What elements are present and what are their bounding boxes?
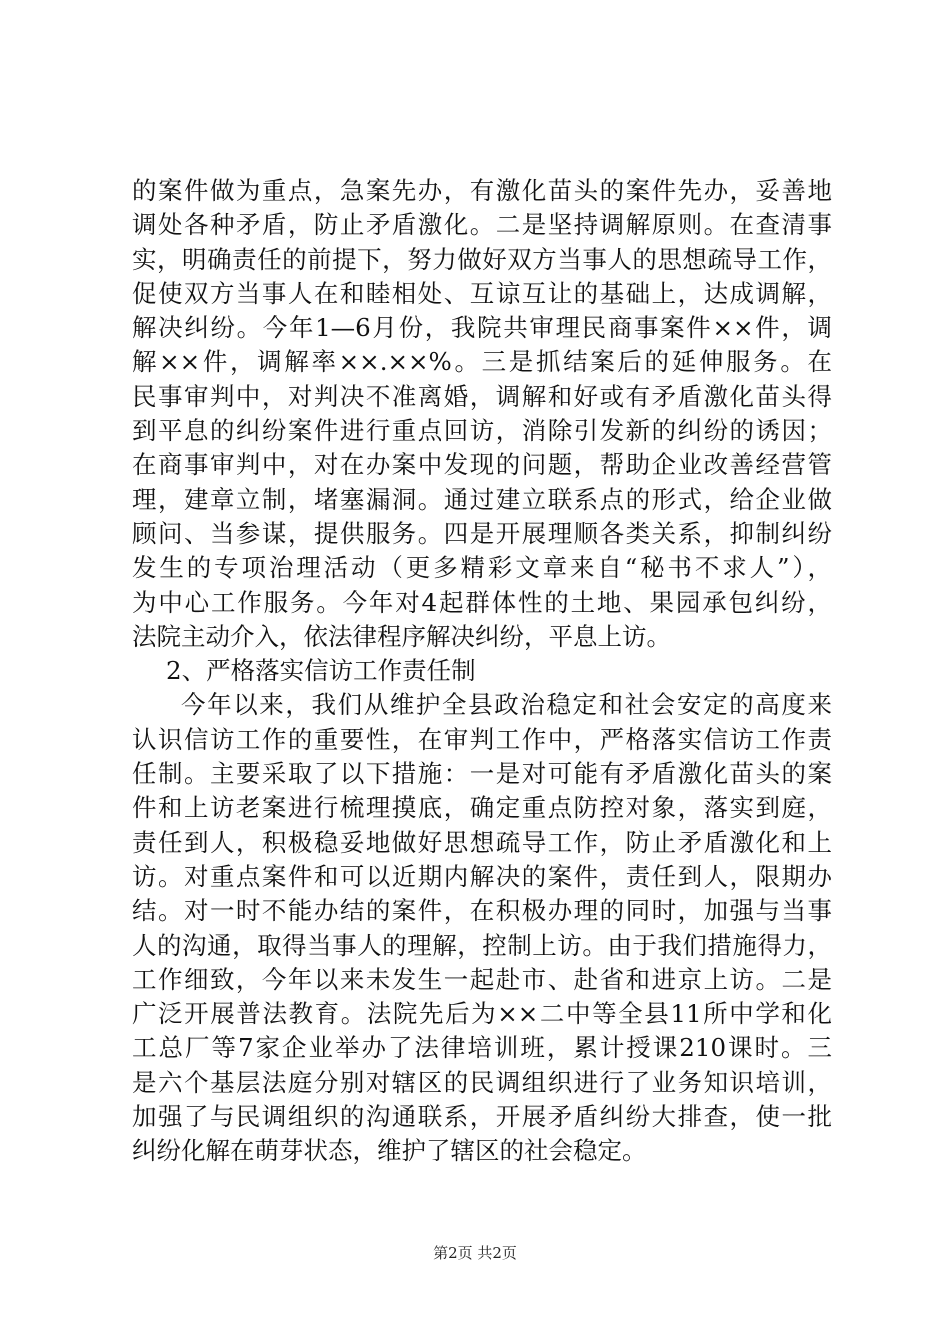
document-body (132, 174, 832, 1169)
text-line: 解决纠纷。今年1—6月份，我院共审理民商事案件××件，调 (132, 313, 832, 343)
text-line: 的案件做为重点，急案先办，有激化苗头的案件先办，妥善地 (132, 176, 832, 205)
text-line: 民事审判中，对判决不准离婚，调解和好或有矛盾激化苗头得 (132, 381, 832, 411)
text-line: 访。对重点案件和可以近期内解决的案件，责任到人，限期办 (132, 861, 832, 891)
text-line: 促使双方当事人在和睦相处、互谅互让的基础上，达成调解， (132, 278, 832, 308)
text-line: 结。对一时不能办结的案件，在积极办理的同时，加强与当事 (132, 896, 832, 926)
text-line: 调处各种矛盾，防止矛盾激化。二是坚持调解原则。在查清事 (132, 210, 832, 240)
text-line: 到平息的纠纷案件进行重点回访，消除引发新的纠纷的诱因； (132, 416, 832, 446)
text-line: 工作细致，今年以来未发生一起赴市、赴省和进京上访。二是 (132, 964, 832, 994)
text-line: 广泛开展普法教育。法院先后为××二中等全县11所中学和化 (132, 999, 832, 1029)
text-line: 认识信访工作的重要性，在审判工作中，严格落实信访工作责 (132, 724, 832, 754)
text-line: 工总厂等7家企业举办了法律培训班，累计授课210课时。三 (132, 1033, 832, 1063)
text-line: 为中心工作服务。今年对4起群体性的土地、果园承包纠纷， (132, 587, 832, 617)
text-line: 顾问、当参谋，提供服务。四是开展理顺各类关系，抑制纠纷 (132, 518, 832, 548)
text-line: 任制。主要采取了以下措施：一是对可能有矛盾激化苗头的案 (132, 759, 832, 789)
text-line: 法院主动介入，依法律程序解决纠纷，平息上访。 (132, 621, 671, 651)
text-line: 发生的专项治理活动（更多精彩文章来自“秘书不求人”）， (132, 553, 832, 583)
text-line: 加强了与民调组织的沟通联系，开展矛盾纠纷大排查，使一批 (132, 1102, 832, 1132)
text-line: 今年以来，我们从维护全县政治稳定和社会安定的高度来 (181, 690, 832, 720)
text-line: 责任到人，积极稳妥地做好思想疏导工作，防止矛盾激化和上 (132, 827, 832, 857)
text-line: 实，明确责任的前提下，努力做好双方当事人的思想疏导工作， (132, 244, 832, 274)
section-heading: 2、严格落实信访工作责任制 (166, 656, 476, 686)
page-number-footer: 第2页 共2页 (433, 1244, 517, 1262)
text-line: 人的沟通，取得当事人的理解，控制上访。由于我们措施得力， (132, 930, 832, 960)
text-line: 件和上访老案进行梳理摸底，确定重点防控对象，落实到庭， (132, 793, 832, 823)
text-line: 是六个基层法庭分别对辖区的民调组织进行了业务知识培训， (132, 1067, 832, 1097)
text-line: 理，建章立制，堵塞漏洞。通过建立联系点的形式，给企业做 (132, 484, 832, 514)
text-line: 在商事审判中，对在办案中发现的问题，帮助企业改善经营管 (132, 450, 832, 480)
text-line: 纠纷化解在萌芽状态，维护了辖区的社会稳定。 (132, 1136, 647, 1166)
text-line: 解××件，调解率××.××%。三是抓结案后的延伸服务。在 (132, 347, 832, 377)
